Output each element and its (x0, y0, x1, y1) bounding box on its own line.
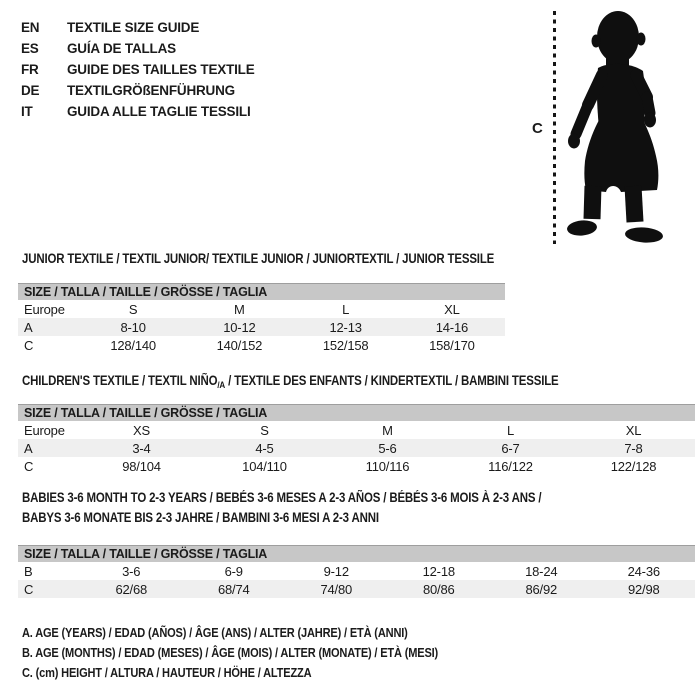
size-cell: 8-10 (80, 318, 186, 336)
size-cell: S (260, 422, 269, 438)
children-section-title-text (22, 373, 559, 391)
size-cell: M (382, 422, 393, 438)
legend-text: A. AGE (YEARS) / EDAD (AÑOS) / ÂGE (ANS) / ALTER (JAHRE) / ETÀ (ANNI) (22, 625, 408, 640)
junior-size-table (18, 283, 505, 354)
row-label: A (18, 439, 80, 457)
size-cell: 10-12 (186, 318, 292, 336)
row-label: C (18, 580, 80, 598)
row-label: Europe (24, 422, 65, 438)
legend-line-a (22, 623, 512, 643)
row-label: C (24, 458, 34, 474)
size-cell: 6-9 (224, 563, 243, 579)
guide-title: GUÍA DE TALLAS (67, 41, 176, 56)
children-size-table (18, 404, 695, 475)
row-label: A (18, 318, 80, 336)
junior-section-title (22, 251, 577, 266)
size-header-bar: SIZE / TALLA / TAILLE / GRÖSSE / TAGLIA (18, 283, 505, 300)
size-cell: 62/68 (80, 580, 183, 598)
size-cell: 4-5 (203, 439, 326, 457)
size-cell: 152/158 (322, 337, 369, 353)
height-dashed-line (553, 11, 556, 244)
size-cell: 14-16 (399, 318, 505, 336)
size-cell: 128/140 (110, 337, 156, 353)
legend-text: C. (cm) HEIGHT / ALTURA / HAUTEUR / HÖHE / ALTEZZA (22, 665, 312, 680)
size-cell: 12-13 (293, 318, 399, 336)
size-cell: 18-24 (525, 563, 558, 579)
size-cell: 12-18 (422, 563, 455, 579)
size-cell: 6-7 (449, 439, 572, 457)
guide-title: TEXTILE SIZE GUIDE (67, 20, 200, 35)
size-header-bar: SIZE / TALLA / TAILLE / GRÖSSE / TAGLIA (18, 404, 695, 421)
size-cell: L (342, 301, 350, 317)
legend-text: B. AGE (MONTHS) / EDAD (MESES) / ÂGE (MOIS) / ALTER (MONATE) / ETÀ (MESI) (22, 645, 439, 660)
language-code: IT (21, 104, 33, 119)
table-row-age (18, 439, 695, 457)
size-cell: 3-4 (80, 439, 203, 457)
table-row-height (18, 336, 505, 354)
size-cell: XL (444, 301, 460, 317)
title-part: / TEXTILE DES ENFANTS / KINDERTEXTIL / BAMBINI TESSILE (225, 373, 559, 388)
language-row-es (21, 38, 255, 59)
size-cell: 140/152 (216, 337, 263, 353)
guide-title: GUIDE DES TAILLES TEXTILE (67, 62, 255, 77)
language-row-fr (21, 59, 255, 80)
title-part: CHILDREN'S TEXTILE / TEXTIL NIÑO (22, 373, 218, 388)
babies-size-table (18, 545, 695, 598)
legend-line-b (22, 643, 512, 663)
language-code: EN (21, 20, 40, 35)
babies-title-line2: BABYS 3-6 MONATE BIS 2-3 JAHRE / BAMBINI 3-6 MESI A 2-3 ANNI (22, 509, 379, 525)
babies-title-line1: BABIES 3-6 MONTH TO 2-3 YEARS / BEBÉS 3-6 MESES A 2-3 AÑOS / BÉBÉS 3-6 MOIS À 2-3 ANS / (22, 490, 542, 505)
size-cell: 86/92 (490, 580, 593, 598)
size-cell: S (128, 301, 138, 317)
size-cell: XS (133, 422, 150, 438)
row-label: B (24, 563, 33, 579)
language-code: DE (21, 83, 40, 98)
junior-section-title-text: JUNIOR TEXTILE / TEXTIL JUNIOR/ TEXTILE JUNIOR / JUNIORTEXTIL / JUNIOR TESSILE (22, 251, 495, 266)
size-cell: 24-36 (627, 563, 660, 579)
size-cell: 80/86 (388, 580, 491, 598)
size-cell: 110/116 (365, 458, 410, 474)
size-cell: 74/80 (285, 580, 388, 598)
title-subscript: /A (217, 380, 226, 391)
table-row-europe (18, 300, 505, 318)
size-cell: 92/98 (593, 580, 696, 598)
size-cell: XL (625, 422, 642, 438)
table-row-europe (18, 421, 695, 439)
toddler-silhouette-icon (560, 8, 700, 244)
language-row-en (21, 17, 255, 38)
measure-c-label: C (532, 120, 543, 137)
language-row-de (21, 80, 255, 101)
size-cell: 98/104 (122, 458, 161, 474)
height-measure-figure (526, 8, 700, 248)
size-cell: 104/110 (242, 458, 287, 474)
size-cell: 7-8 (572, 439, 695, 457)
language-code: FR (21, 62, 39, 77)
guide-title: TEXTILGRÖßENFÜHRUNG (67, 83, 235, 98)
table-row-height (18, 580, 695, 598)
table-row-height (18, 457, 695, 475)
size-cell: 122/128 (610, 458, 657, 474)
size-cell: 9-12 (323, 563, 349, 579)
table-row-months (18, 562, 695, 580)
row-label: Europe (24, 301, 65, 317)
measurement-legend (22, 623, 512, 683)
babies-section-title (22, 488, 633, 527)
guide-title: GUIDA ALLE TAGLIE TESSILI (67, 104, 251, 119)
size-cell: 68/74 (183, 580, 286, 598)
size-cell: M (234, 301, 245, 317)
language-row-it (21, 101, 255, 122)
size-header-bar: SIZE / TALLA / TAILLE / GRÖSSE / TAGLIA (18, 545, 695, 562)
table-row-age (18, 318, 505, 336)
legend-line-c (22, 663, 512, 683)
language-title-list (21, 17, 255, 122)
size-cell: 3-6 (122, 563, 141, 579)
size-cell: 5-6 (326, 439, 449, 457)
size-cell: 158/170 (429, 337, 475, 353)
language-code: ES (21, 41, 39, 56)
size-cell: 116/122 (488, 458, 533, 474)
size-cell: L (506, 422, 515, 438)
children-section-title (22, 373, 653, 391)
row-label: C (24, 337, 34, 353)
